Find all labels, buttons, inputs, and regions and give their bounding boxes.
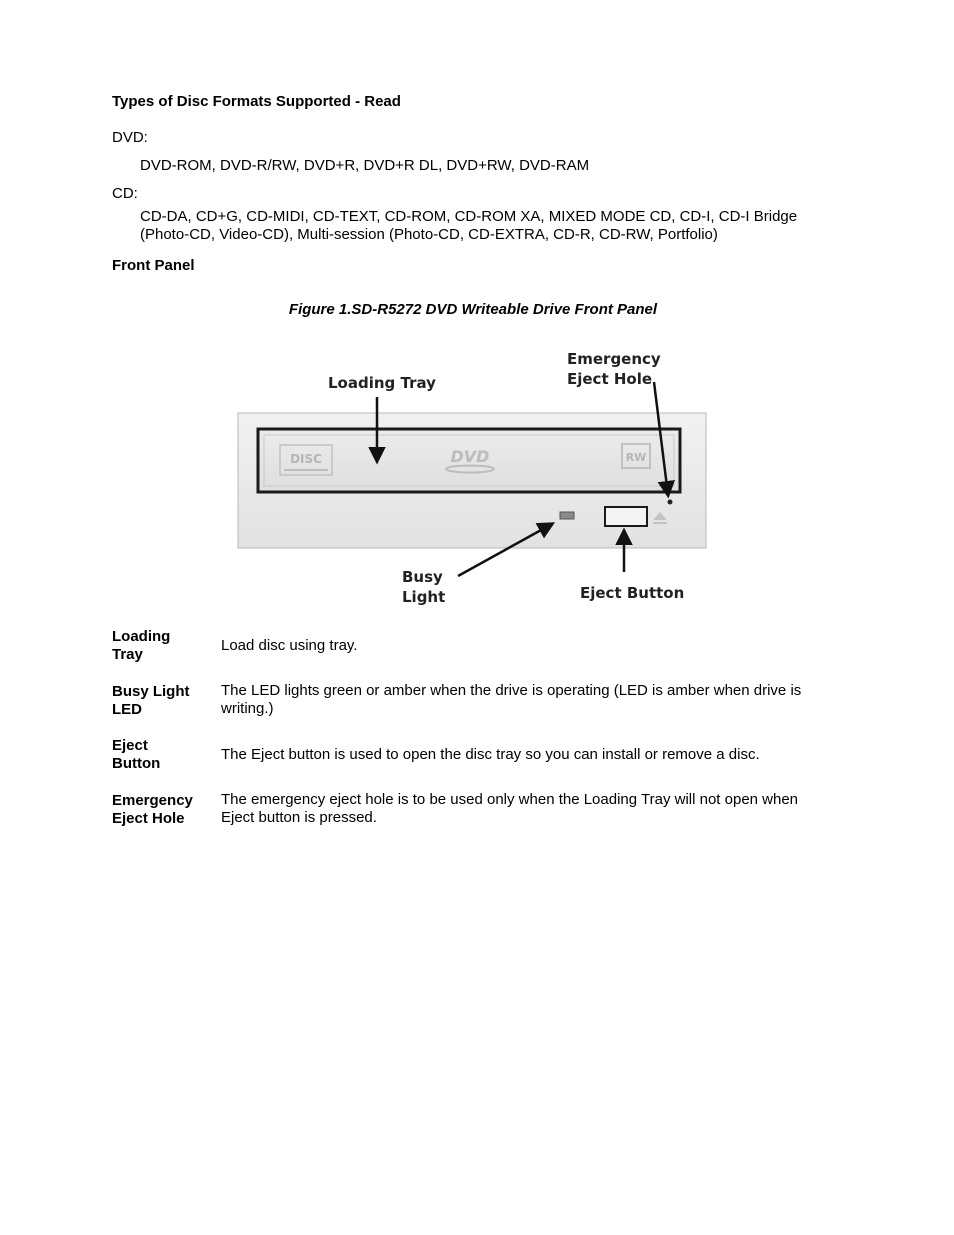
definition-term: Busy Light LED [112,683,190,718]
drive-front-panel-figure [230,340,720,612]
callout-emergency-line2: Eject Hole [567,370,653,388]
definition-term: Emergency Eject Hole [112,792,193,827]
busy-light [560,512,574,519]
definition-description: The Eject button is used to open the disc tray so you can install or remove a disc. [221,746,760,763]
callout-busy-line2: Light [402,588,446,606]
definition-description: Load disc using tray. [221,637,358,654]
svg-text:DISC: DISC [290,452,322,466]
definition-term: Loading Tray [112,628,171,663]
emergency-eject-hole [668,500,673,505]
callout-busy-line1: Busy [402,568,443,586]
cd-formats-text-line1: CD-DA, CD+G, CD-MIDI, CD-TEXT, CD-ROM, CD-ROM XA, MIXED MODE CD, CD-I, CD-I Bridge [140,208,798,225]
callout-eject-button: Eject Button [580,584,685,602]
callout-loading-tray: Loading Tray [328,374,436,392]
svg-text:DVD: DVD [450,447,490,466]
definition-description: The LED lights green or amber when the drive is operating (LED is amber when drive is writing.) [221,682,802,717]
read-formats-heading: Types of Disc Formats Supported - Read [112,93,401,110]
cd-formats-text-line2: (Photo-CD, Video-CD), Multi-session (Photo-CD, CD-EXTRA, CD-R, CD-RW, Portfolio) [140,226,718,243]
definition-description: The emergency eject hole is to be used only when the Loading Tray will not open when Eject button is pressed. [221,791,799,826]
eject-button[interactable] [605,507,647,526]
front-panel-heading: Front Panel [112,257,195,274]
cd-label: CD: [112,185,138,202]
dvd-label: DVD: [112,129,148,146]
dvd-formats-text: DVD-ROM, DVD-R/RW, DVD+R, DVD+R DL, DVD+RW, DVD-RAM [140,157,590,174]
figure-caption: Figure 1.SD-R5272 DVD Writeable Drive Front Panel [288,301,658,318]
svg-text:RW: RW [625,451,647,464]
definition-term: Eject Button [112,737,161,772]
callout-emergency-line1: Emergency [567,350,661,368]
